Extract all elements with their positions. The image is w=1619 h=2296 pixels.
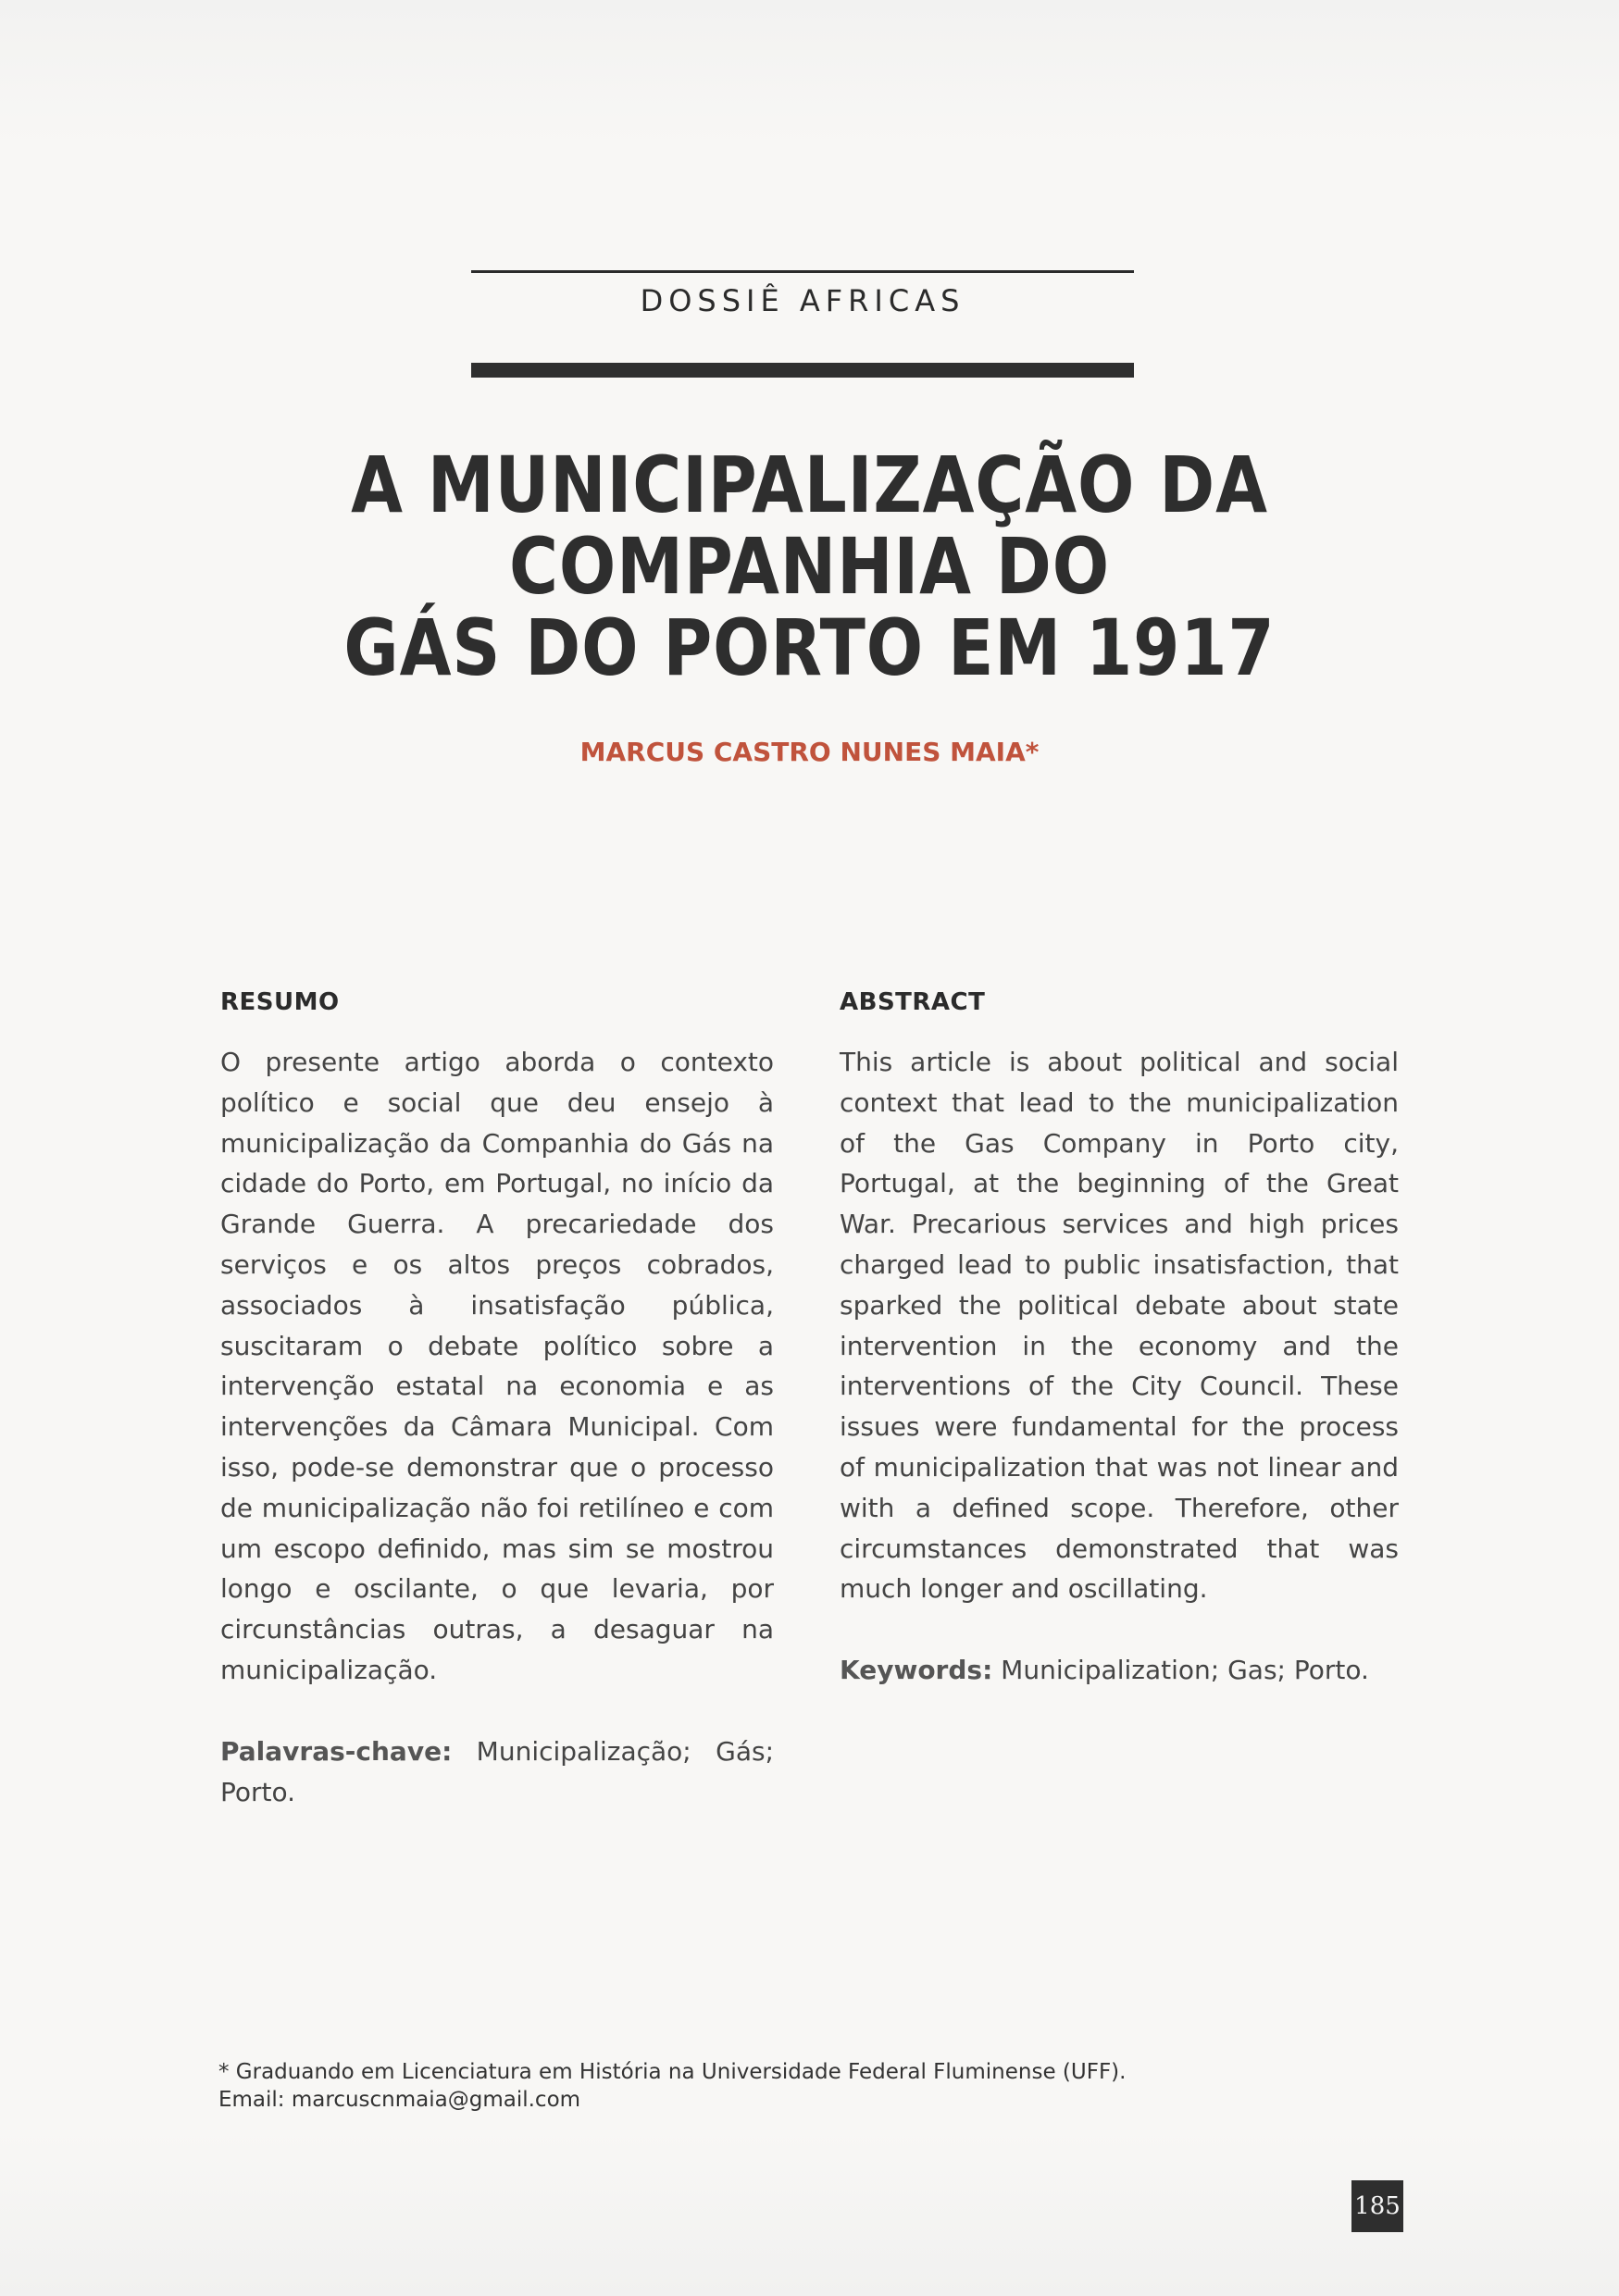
header-rule-bottom [471, 363, 1134, 378]
resumo-heading: RESUMO [220, 988, 340, 1016]
footnote-affiliation: * Graduando em Licenciatura em História na Universidade Federal Fluminense (UFF). [218, 2060, 1127, 2084]
header-rule-top [471, 270, 1134, 273]
footnote-email: Email: marcuscnmaia@gmail.com [218, 2088, 581, 2112]
page-number: 185 [1351, 2180, 1403, 2232]
abstract-keywords-label: Keywords: [840, 1655, 993, 1686]
resumo-keywords [220, 1731, 774, 1813]
abstract-body: This article is about political and social context that lead to the municipalization of the Gas Company in Porto city, Portugal, at the beginning of the Great War. Precarious services and high prices charged lead to public insatisfaction, that sparked the political debate about state intervention in the economy and the interventions of the City Council. These issues were fundamental for the process of municipalization that was not linear and with a defined scope. Therefore, other circumstances demonstrated that was much longer and oscillating. [840, 1047, 1399, 1605]
abstract-keywords-text: Municipalization; Gas; Porto. [1001, 1655, 1369, 1686]
footnote [218, 2058, 1237, 2114]
resumo-keywords-label: Palavras-chave: [220, 1735, 453, 1767]
resumo-section [220, 988, 774, 1812]
section-label: DOSSIÊ AFRICAS [640, 283, 965, 318]
article-title [232, 440, 1386, 693]
resumo-keywords-text: Municipalização; Gás; Porto. [220, 1735, 775, 1807]
resumo-body: O presente artigo aborda o contexto político e social que deu ensejo à municipalização da Companhia do Gás na cidade do Porto, em Portugal, no início da Grande Guerra. A precariedade dos serviços e os altos preços cobrados, associados à insatisfação pública, suscitaram o debate político sobre a intervenção estatal na economia e as intervenções da Câmara Municipal. Com isso, pode-se demonstrar que o processo de municipalização não foi retilíneo e com um escopo definido, mas sim se mostrou longo e oscilante, o que levaria, por circunstâncias outras, a desaguar na municipalização. [220, 1047, 774, 1685]
abstract-section [840, 988, 1399, 1691]
title-line-1: A MUNICIPALIZAÇÃO DA COMPANHIA DO [351, 440, 1268, 612]
abstract-heading: ABSTRACT [840, 988, 986, 1016]
title-line-2: GÁS DO PORTO EM 1917 [343, 602, 1276, 693]
abstract-keywords [840, 1650, 1399, 1691]
author-name: MARCUS CASTRO NUNES MAIA* [579, 737, 1040, 767]
